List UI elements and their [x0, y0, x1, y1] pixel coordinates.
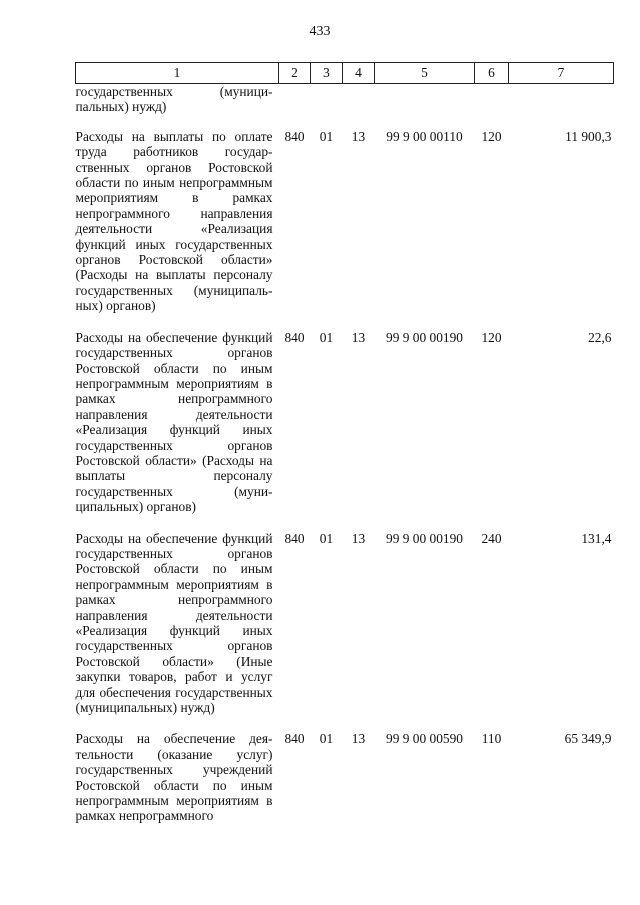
page-number: 433 — [309, 24, 331, 39]
row-description: Расходы на выплаты по оплате труда работников государственных органов Ростовской области по иным непрограммным мероприятиям в рамках непрограммного направления деятельности «Реализация функций иных государственных органов Ростовской области» (Расходы на выплаты персоналу государственных (муниципальных) органов) — [75, 128, 273, 314]
row-target-code: 99 9 00 00590 — [386, 731, 463, 747]
row-amount: 65 349,9 — [564, 731, 612, 747]
row-subsection-code — [343, 84, 375, 129]
column-header-7: 7 — [509, 63, 614, 84]
row-section-code: 01 — [319, 329, 334, 345]
row-section-code: 01 — [319, 530, 334, 546]
column-header-1: 1 — [76, 63, 279, 84]
table-row — [76, 731, 614, 839]
row-target-code: 99 9 00 00190 — [386, 530, 463, 546]
row-ministry-code: 840 — [284, 128, 305, 144]
table-row — [76, 531, 614, 732]
row-expense-type — [475, 84, 509, 129]
row-section-code: 01 — [319, 128, 334, 144]
column-header-3: 3 — [311, 63, 343, 84]
row-target-code: 99 9 00 00110 — [386, 128, 463, 144]
row-amount — [509, 84, 614, 129]
row-description: государственных (муниципальных) нужд) — [75, 84, 273, 115]
row-description: Расходы на обеспечение деятельности (оказание услуг) государственных учреждений Ростовской области по иным непрограммным мероприятиям в рамках непрограммного — [75, 731, 273, 824]
row-expense-type: 120 — [481, 128, 502, 144]
row-ministry-code: 840 — [284, 329, 305, 345]
row-amount: 131,4 — [581, 530, 612, 546]
column-header-4: 4 — [343, 63, 375, 84]
row-ministry-code: 840 — [284, 530, 305, 546]
table-row — [76, 129, 614, 330]
row-amount: 22,6 — [588, 329, 612, 345]
row-description: Расходы на обеспечение функций государственных органов Ростовской области по иным непрограммным мероприятиям в рамках непрограммного направления деятельности «Реализация функций иных государственных органов Ростовской области» (Иные закупки товаров, работ и услуг для обеспечения государственных (муниципальных) нужд) — [75, 530, 273, 716]
row-expense-type: 120 — [481, 329, 502, 345]
row-target-code — [375, 84, 475, 129]
column-header-2: 2 — [279, 63, 311, 84]
row-expense-type: 110 — [481, 731, 502, 747]
row-section-code: 01 — [319, 731, 334, 747]
budget-table — [75, 62, 614, 840]
row-subsection-code: 13 — [351, 128, 366, 144]
table-row — [76, 84, 614, 129]
row-subsection-code: 13 — [351, 731, 366, 747]
row-subsection-code: 13 — [351, 530, 366, 546]
row-section-code — [311, 84, 343, 129]
row-ministry-code — [279, 84, 311, 129]
row-amount: 11 900,3 — [565, 128, 612, 144]
row-target-code: 99 9 00 00190 — [386, 329, 463, 345]
column-header-6: 6 — [475, 63, 509, 84]
table-row — [76, 330, 614, 531]
column-header-5: 5 — [375, 63, 475, 84]
table-header-row — [76, 63, 614, 84]
row-expense-type: 240 — [481, 530, 502, 546]
row-description: Расходы на обеспечение функций государственных органов Ростовской области по иным непрограммным мероприятиям в рамках непрограммного направления деятельности «Реализация функций иных государственных органов Ростовской области» (Расходы на выплаты персоналу государственных (муниципальных) органов) — [75, 329, 273, 515]
row-ministry-code: 840 — [284, 731, 305, 747]
row-subsection-code: 13 — [351, 329, 366, 345]
